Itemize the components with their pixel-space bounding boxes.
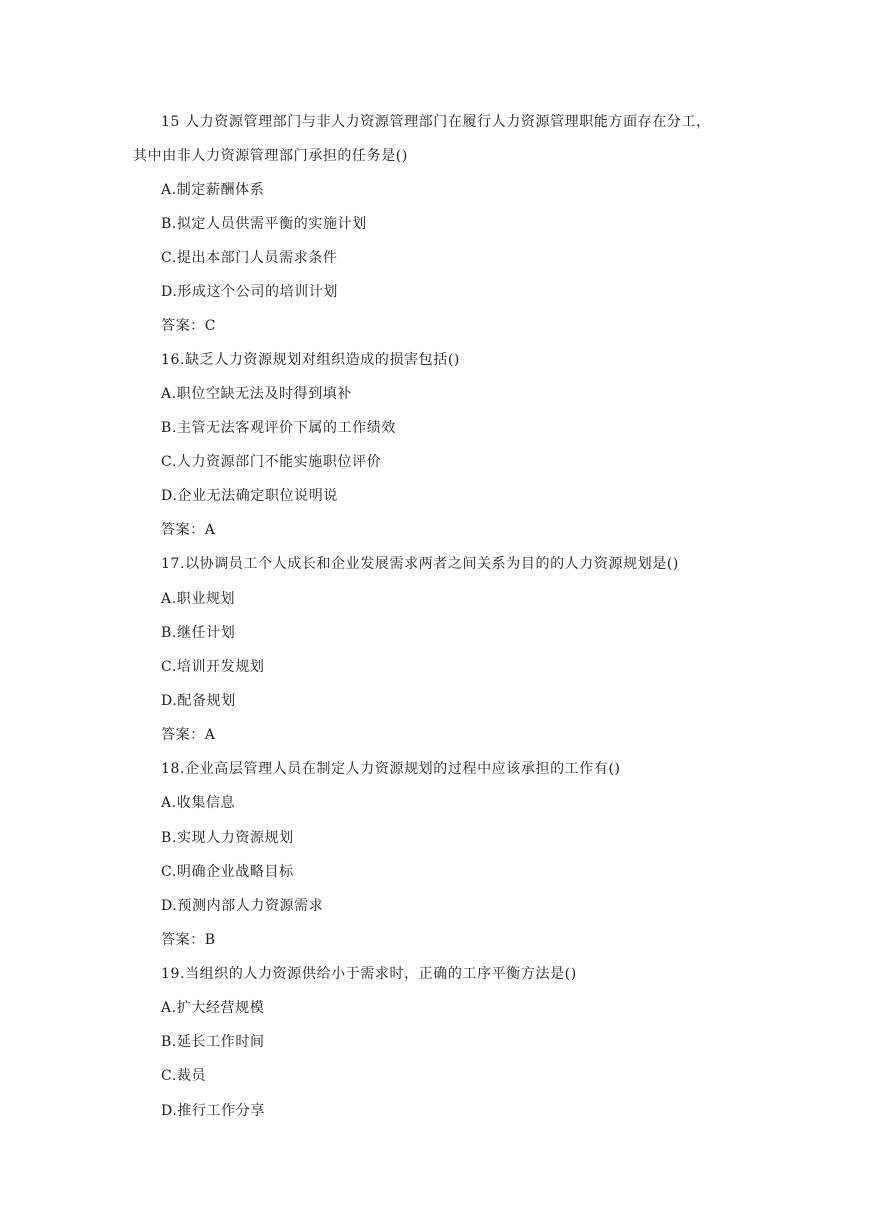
question-18-option-c: C.明确企业战略目标	[161, 864, 294, 880]
question-17-answer: 答案：A	[161, 727, 216, 743]
question-16-option-a: A.职位空缺无法及时得到填补	[161, 386, 352, 402]
question-19-option-c: C.裁员	[161, 1068, 207, 1084]
question-15-option-d: D.形成这个公司的培训计划	[161, 284, 338, 300]
question-19-option-a: A.扩大经营规模	[161, 1000, 265, 1016]
question-15-stem-line2: 其中由非人力资源管理部门承担的任务是()	[133, 148, 408, 164]
question-16-option-d: D.企业无法确定职位说明说	[161, 488, 338, 504]
question-17-stem: 17.以协调员工个人成长和企业发展需求两者之间关系为目的的人力资源规划是()	[161, 556, 679, 572]
question-19-option-d: D.推行工作分享	[161, 1103, 265, 1119]
question-18-answer: 答案：B	[161, 932, 216, 948]
question-16-answer: 答案：A	[161, 522, 216, 538]
question-16-option-b: B.主管无法客观评价下属的工作绩效	[161, 420, 396, 436]
question-15-answer: 答案：C	[161, 318, 217, 334]
question-16-option-c: C.人力资源部门不能实施职位评价	[161, 454, 382, 470]
question-18-option-a: A.收集信息	[161, 795, 236, 811]
question-19-option-b: B.延长工作时间	[161, 1034, 265, 1050]
question-18-option-d: D.预测内部人力资源需求	[161, 898, 324, 914]
question-15-stem-line1: 15 人力资源管理部门与非人力资源管理部门在履行人力资源管理职能方面存在分工，	[161, 114, 711, 130]
question-15-option-c: C.提出本部门人员需求条件	[161, 250, 338, 266]
question-17-option-b: B.继任计划	[161, 625, 236, 641]
question-17-option-d: D.配备规划	[161, 693, 236, 709]
question-16-stem: 16.缺乏人力资源规划对组织造成的损害包括()	[161, 352, 460, 368]
question-17-option-c: C.培训开发规划	[161, 659, 265, 675]
question-17-option-a: A.职业规划	[161, 591, 236, 607]
question-18-stem: 18.企业高层管理人员在制定人力资源规划的过程中应该承担的工作有()	[161, 761, 621, 777]
question-18-option-b: B.实现人力资源规划	[161, 830, 294, 846]
question-15-option-a: A.制定薪酬体系	[161, 182, 265, 198]
question-19-stem: 19.当组织的人力资源供给小于需求时，正确的工序平衡方法是()	[161, 966, 577, 982]
question-15-option-b: B.拟定人员供需平衡的实施计划	[161, 216, 367, 232]
